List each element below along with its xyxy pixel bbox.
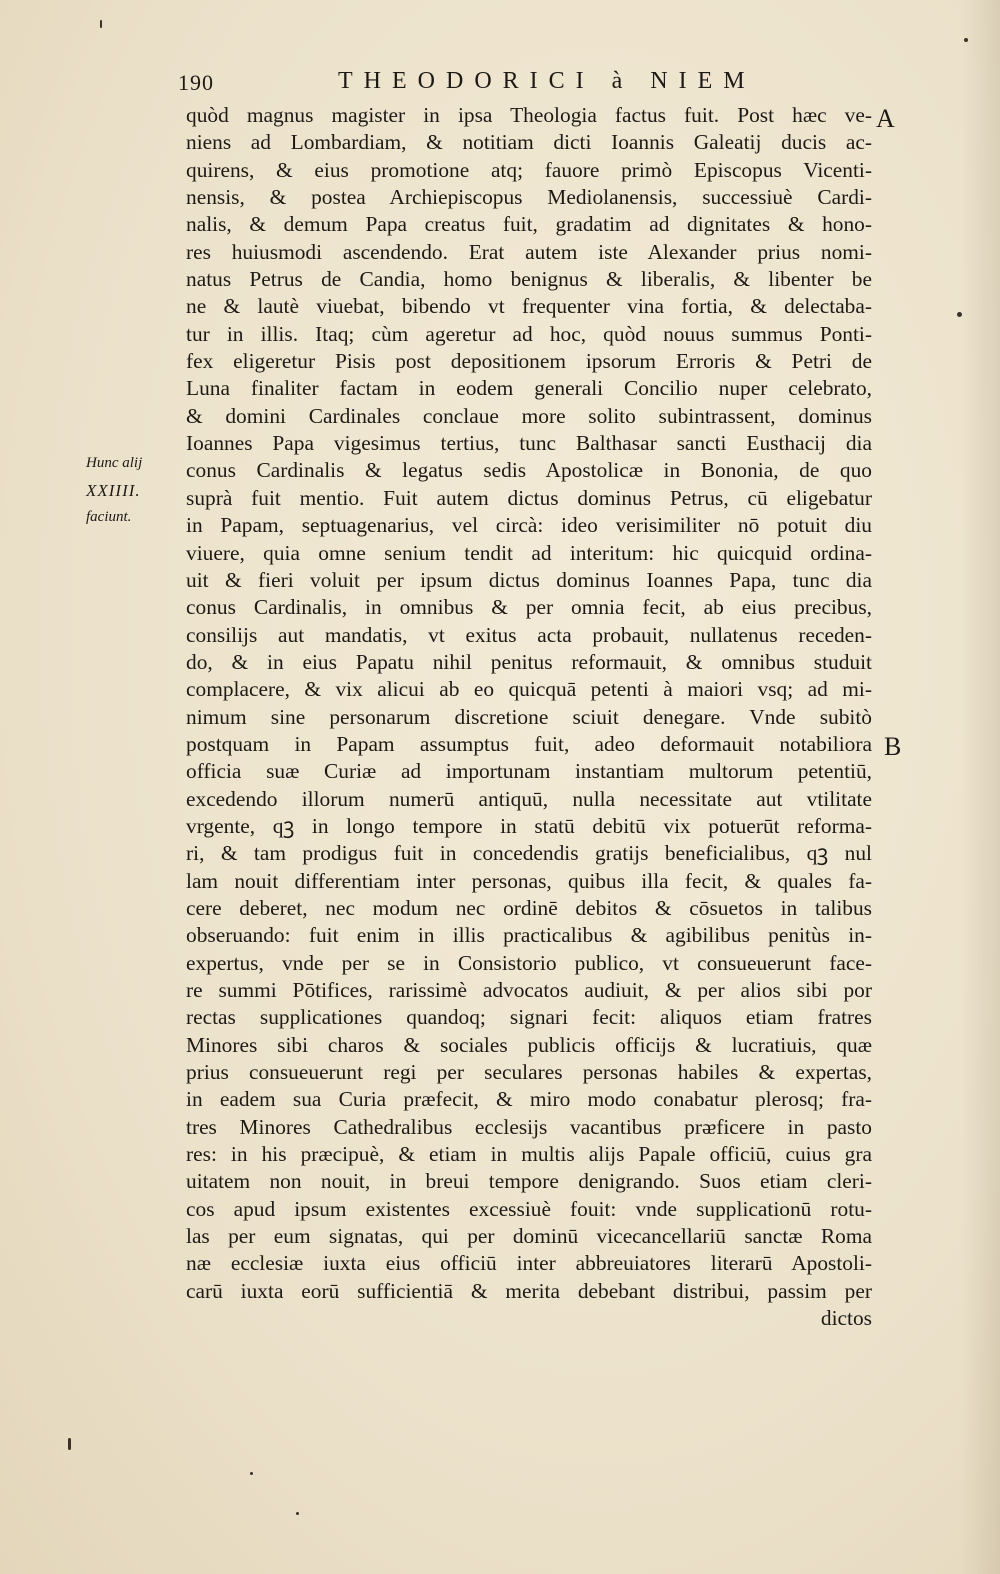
text-line: quirens, & eius promotione atq; fauore primò Episcopus Vicenti- <box>186 157 872 182</box>
text-line: uit & fieri voluit per ipsum dictus dominus Ioannes Papa, tunc dia <box>186 567 872 592</box>
text-line: tres Minores Cathedralibus ecclesijs vacantibus prᴂficere in pasto <box>186 1114 872 1139</box>
text-line: natus Petrus de Candia, homo benignus & liberalis, & libenter be <box>186 267 872 292</box>
text-line: in eadem sua Curia præfecit, & miro modo conabatur plerosq; fra- <box>186 1087 872 1112</box>
text-line: res: in his præcipuè, & etiam in multis alijs Papale officiū, cuius gra <box>186 1142 872 1167</box>
marginal-note-line: faciunt. <box>86 509 132 525</box>
text-line: postquam in Papam assumptus fuit, adeo deformauit notabiliora <box>186 731 872 756</box>
text-line: conus Cardinalis, in omnibus & per omnia fecit, ab eius precibus, <box>186 595 872 620</box>
text-line: lam nouit differentiam inter personas, quibus illa fecit, & quales fa- <box>186 868 872 893</box>
text-line: conus Cardinalis & legatus sedis Apostolicæ in Bononia, de quo <box>186 458 872 483</box>
text-line: prius consueuerunt regi per seculares personas habiles & expertas, <box>186 1060 872 1085</box>
ink-speck <box>957 312 962 317</box>
text-line: complacere, & vix alicui ab eo quicquā petenti à maiori vsq; ad mi- <box>186 677 872 702</box>
body-text <box>186 102 872 1332</box>
text-line: nalis, & demum Papa creatus fuit, gradatim ad dignitates & hono- <box>186 212 872 237</box>
running-title: THEODORICI à NIEM <box>338 68 756 94</box>
text-line: Minores sibi charos & sociales publicis officijs & lucratiuis, quæ <box>186 1032 872 1057</box>
text-line: niens ad Lombardiam, & notitiam dicti Ioannis Galeatij ducis ac- <box>186 130 872 155</box>
text-line: obseruando: fuit enim in illis practicalibus & agibilibus penitùs in- <box>186 923 872 948</box>
text-line: carū iuxta eorū sufficientiā & merita debebant distribui, passim per <box>186 1278 872 1303</box>
text-line: re summi Pōtifices, rarissimè advocatos audiuit, & per alios sibi por <box>186 978 872 1002</box>
text-line: tur in illis. Itaq; cùm ageretur ad hoc, quòd nouus summus Ponti- <box>186 321 872 346</box>
catchword: dictos <box>820 1306 872 1331</box>
text-line: excedendo illorum numerū antiquū, nulla necessitate aut vtilitate <box>186 786 872 811</box>
ink-speck <box>68 1438 71 1450</box>
text-line: suprà fuit mentio. Fuit autem dictus dominus Petrus, cū eligebatur <box>186 485 872 510</box>
marginal-note-line: Hunc alij <box>86 455 143 471</box>
text-line: Luna finaliter factam in eodem generali Concilio nuper celebrato, <box>186 376 872 401</box>
text-line: rectas supplicationes quandoq; signari fecit: aliquos etiam fratres <box>186 1005 872 1030</box>
text-line: Ioannes Papa vigesimus tertius, tunc Balthasar sancti Eusthacij dia <box>186 431 872 456</box>
section-marker-a: A <box>876 104 895 133</box>
text-line: viuere, quia omne senium tendit ad interitum: hic quicquid ordina- <box>186 540 872 565</box>
text-line: nensis, & postea Archiepiscopus Mediolanensis, successiuè Cardi- <box>186 185 872 210</box>
running-head <box>178 68 878 98</box>
ink-speck <box>296 1512 299 1515</box>
page-number: 190 <box>178 70 214 95</box>
text-line: res huiusmodi ascendendo. Erat autem iste Alexander prius nomi- <box>186 239 872 264</box>
text-line: nimum sine personarum discretione sciuit denegare. Vnde subitò <box>186 704 872 729</box>
text-line: expertus, vnde per se in Consistorio publico, vt consueuerunt face- <box>186 950 872 975</box>
text-line: cos apud ipsum existentes excessiuè fouit: vnde supplicationū rotu- <box>186 1196 872 1221</box>
text-line: quòd magnus magister in ipsa Theologia factus fuit. Post hæc ve- <box>186 103 872 127</box>
ink-speck <box>250 1472 253 1475</box>
text-line: cere deberet, nec modum nec ordinē debitos & cōsuetos in talibus <box>186 895 872 920</box>
text-line: fex eligeretur Pisis post depositionem ipsorum Erroris & Petri de <box>186 349 872 374</box>
text-line: las per eum signatas, qui per dominū vicecancellariū sanctæ Roma <box>186 1224 872 1249</box>
section-marker-b: B <box>884 732 902 761</box>
text-line: næ ecclesiæ iuxta eius officiū inter abbreuiatores literarū Apostoli- <box>186 1251 872 1276</box>
ink-speck <box>964 38 968 42</box>
marginal-note-line: XXIIII. <box>86 481 141 500</box>
text-line: ri, & tam prodigus fuit in concedendis gratijs beneficialibus, qꝫ nul <box>186 841 872 866</box>
text-line: uitatem non nouit, in breui tempore denigrando. Suos etiam cleri- <box>186 1169 872 1194</box>
text-line: consilijs aut mandatis, vt exitus acta probauit, nullatenus receden- <box>186 622 872 647</box>
text-line: ne & lautè viuebat, bibendo vt frequenter vina fortia, & delectaba- <box>186 294 872 319</box>
text-line: vrgente, qꝫ in longo tempore in statū debitū vix potuerūt reforma- <box>186 813 872 838</box>
page-edge-shadow <box>960 0 1000 1574</box>
text-line: officia suæ Curiæ ad importunam instantiam multorum petentiū, <box>186 759 872 784</box>
text-line: do, & in eius Papatu nihil penitus reformauit, & omnibus studuit <box>186 649 872 674</box>
text-line: & domini Cardinales conclaue more solito subintrassent, dominus <box>186 403 872 428</box>
ink-speck <box>100 20 102 28</box>
marginal-note <box>86 450 186 531</box>
text-line: in Papam, septuagenarius, vel circà: ideo verisimiliter nō potuit diu <box>186 513 872 538</box>
